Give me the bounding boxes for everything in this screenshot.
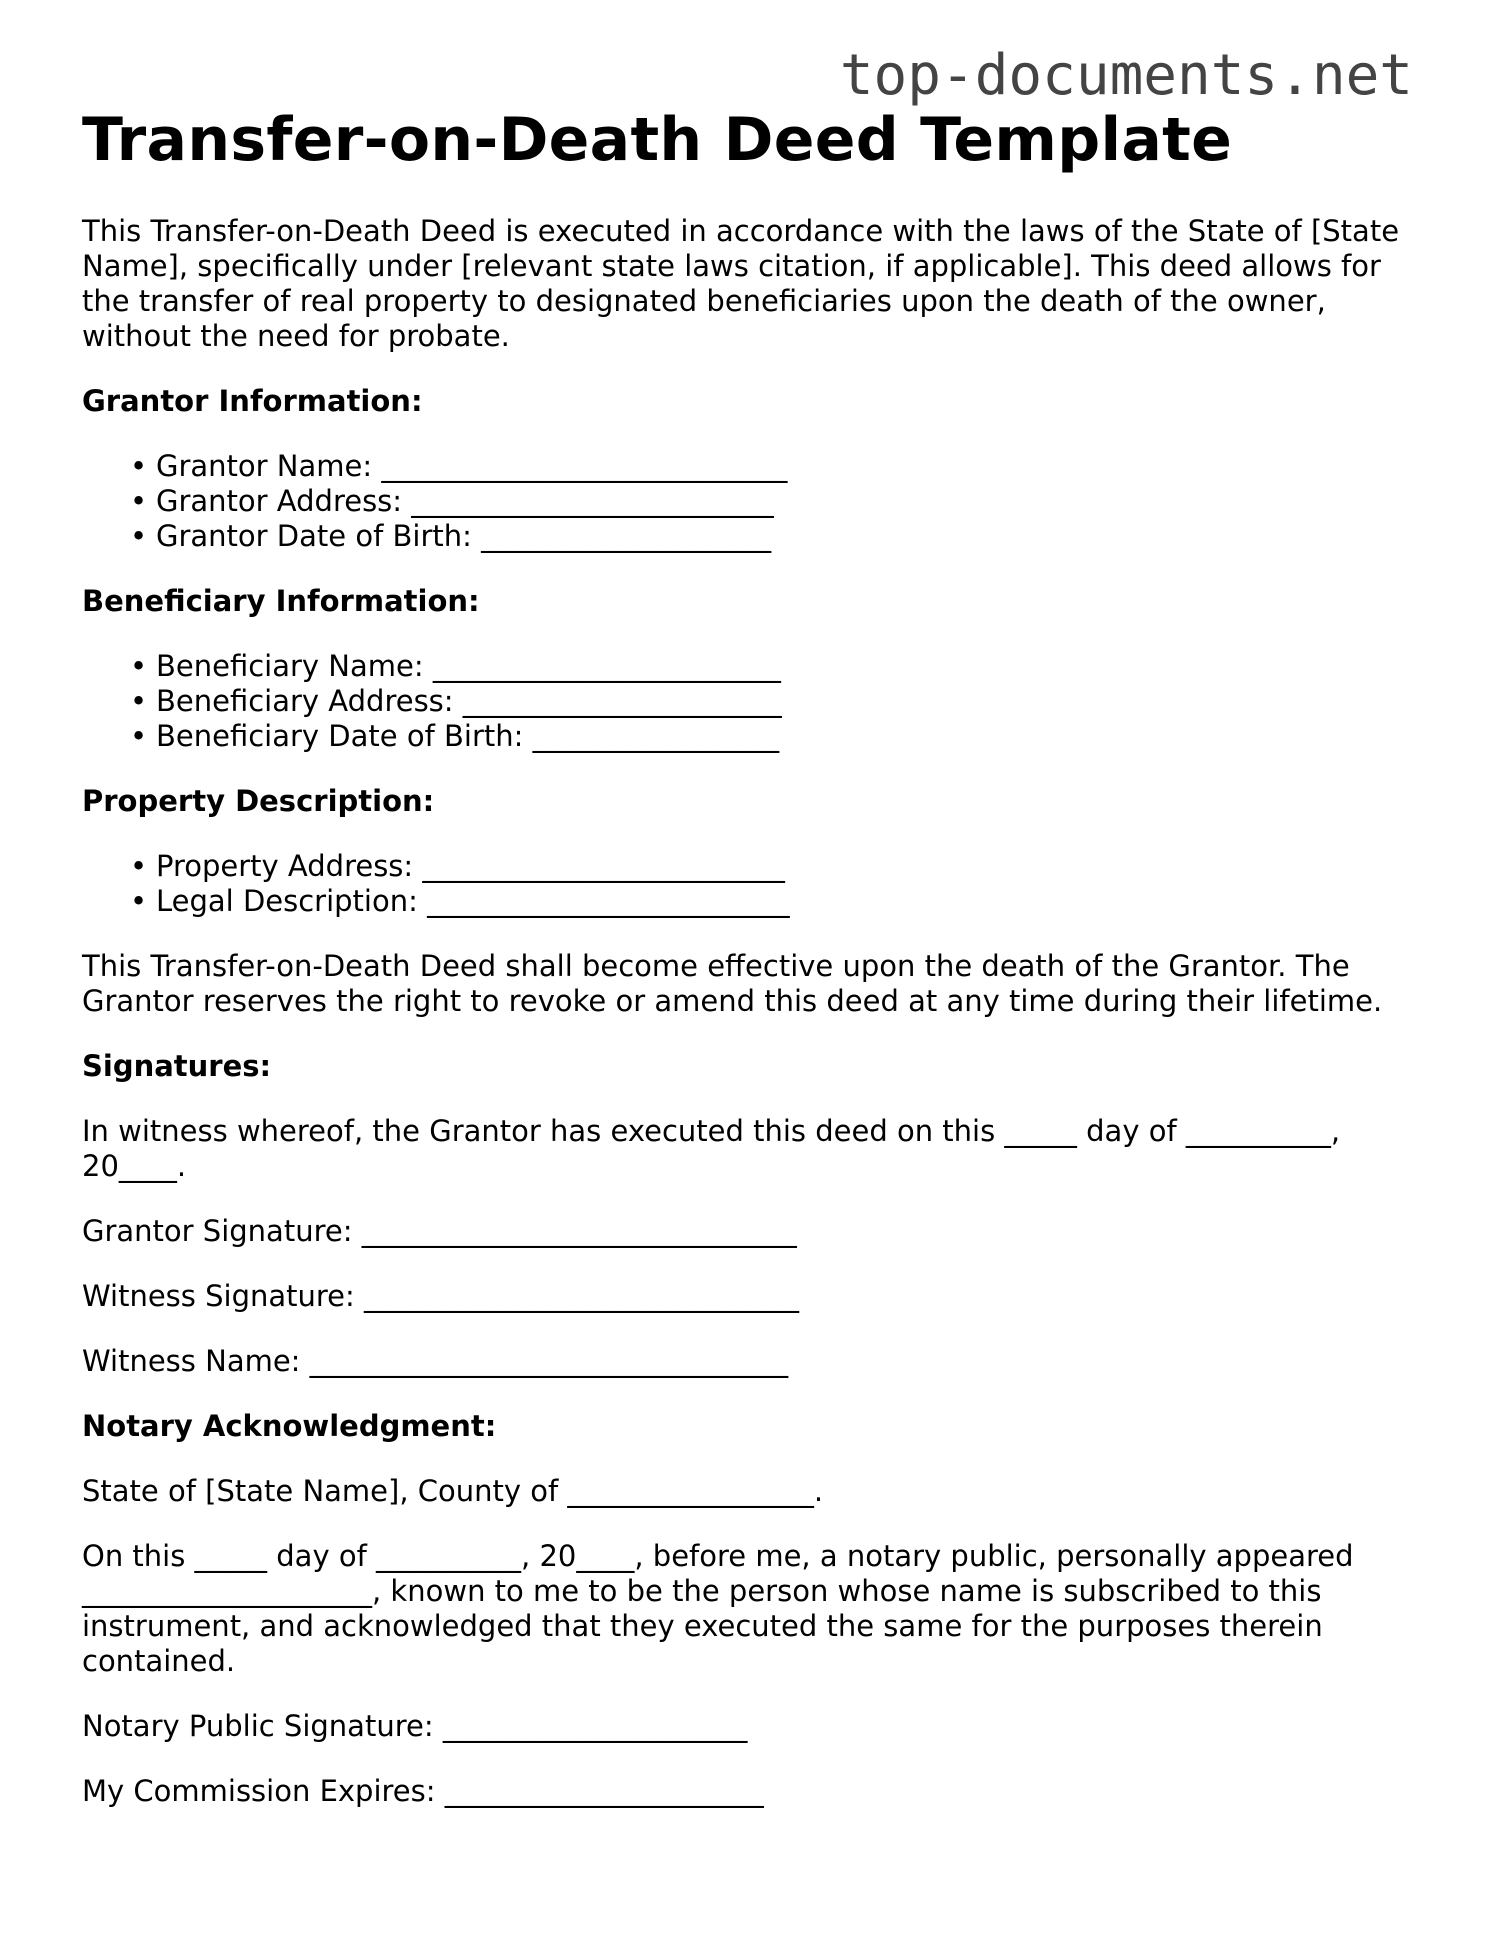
document-title: Transfer-on-Death Deed Template — [82, 105, 1233, 175]
list-item: • Grantor Name: ____________________________ — [130, 449, 788, 483]
list-item: • Grantor Address: _________________________ — [130, 484, 774, 518]
grantor-list — [82, 449, 1422, 554]
list-item: • Beneficiary Name: ________________________ — [130, 649, 781, 683]
watermark: top-documents.net — [839, 43, 1413, 108]
bullet-icon: • — [130, 684, 148, 718]
bullet-icon: • — [130, 519, 148, 553]
list-item: • Property Address: _________________________ — [130, 849, 785, 883]
property-heading: Property Description: — [82, 784, 435, 818]
commission-expires-line: My Commission Expires: ______________________ — [82, 1774, 764, 1808]
notary-body-paragraph: On this _____ day of __________, 20____, before me, a notary public, personally appeared ____________________, known to me to be the person whose name is subscribed to this instrument, and acknowledged that they executed the same for the purposes therein contained. — [82, 1539, 1354, 1678]
beneficiary-heading: Beneficiary Information: — [82, 584, 480, 618]
witness-signature-line: Witness Signature: ______________________________ — [82, 1279, 800, 1313]
notary-heading: Notary Acknowledgment: — [82, 1409, 497, 1443]
document-body — [82, 104, 1422, 1839]
notary-signature-line: Notary Public Signature: _____________________ — [82, 1709, 748, 1743]
intro-paragraph: This Transfer-on-Death Deed is executed in accordance with the laws of the State of [State Name], specifically under [relevant state laws citation, if applicable]. This deed allows for the transfer of real property to designated beneficiaries upon the death of the owner, without the need for probate. — [82, 214, 1400, 353]
signatures-heading: Signatures: — [82, 1049, 272, 1083]
bullet-icon: • — [130, 849, 148, 883]
list-item: • Beneficiary Address: ______________________ — [130, 684, 782, 718]
witness-paragraph: In witness whereof, the Grantor has executed this deed on this _____ day of __________, 20____. — [82, 1114, 1341, 1183]
bullet-icon: • — [130, 719, 148, 753]
grantor-heading: Grantor Information: — [82, 384, 423, 418]
list-item: • Legal Description: _________________________ — [130, 884, 790, 918]
list-item: • Beneficiary Date of Birth: _________________ — [130, 719, 780, 753]
bullet-icon: • — [130, 449, 148, 483]
witness-name-line: Witness Name: _________________________________ — [82, 1344, 789, 1378]
grantor-signature-line: Grantor Signature: ______________________________ — [82, 1214, 797, 1248]
bullet-icon: • — [130, 649, 148, 683]
beneficiary-list — [82, 649, 1422, 754]
bullet-icon: • — [130, 484, 148, 518]
notary-state-line: State of [State Name], County of _________________. — [82, 1474, 824, 1508]
list-item: • Grantor Date of Birth: ____________________ — [130, 519, 772, 553]
effective-paragraph: This Transfer-on-Death Deed shall become effective upon the death of the Grantor. The Grantor reserves the right to revoke or amend this deed at any time during their lifetime. — [82, 949, 1383, 1018]
bullet-icon: • — [130, 884, 148, 918]
property-list — [82, 849, 1422, 919]
